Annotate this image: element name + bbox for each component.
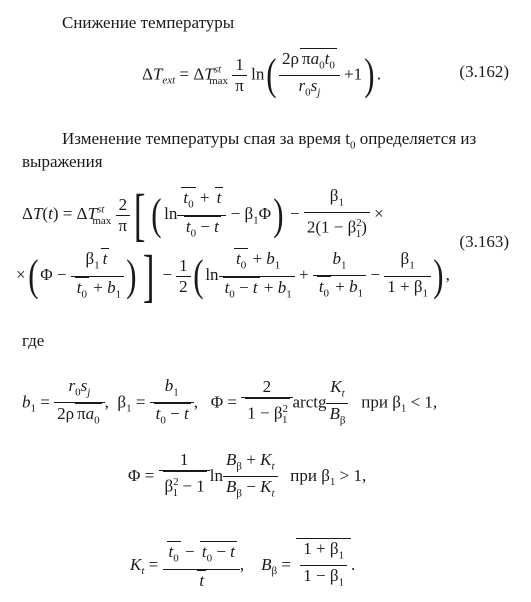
equation-number-3-162: (3.162) bbox=[459, 62, 509, 81]
paragraph-where: где bbox=[22, 331, 45, 350]
paragraph-intro: Снижение температуры bbox=[62, 13, 235, 32]
equation-3-163-line2: ×( Φ − $\frac{\beta_1 t}{t_0 + b_1}$ ) ] − $\frac{1}{2}$ ( ln $\frac{t_0 + b_1}{t_0 - t + b_1}$ + $\frac{b_1}{t_0 + b_1}$ − $\frac{\beta_1}{1 + \beta_1}$ ) , bbox=[16, 243, 450, 308]
equation-3-162: $\Delta T_{ext} = \Delta T^{st}_{max}$ $\frac{1}{\pi}$ ln( $\frac{2\rho \pi a_0t_0}{r_0s_j}$ +1) . bbox=[142, 49, 382, 100]
equation-number-3-163: (3.163) bbox=[459, 232, 509, 251]
paragraph-change-cont: выражения bbox=[22, 152, 103, 171]
definitions-line3: $K_t$ = $\frac{t_0 - t_0 - t}{t}$ , $B_\beta$ = $\frac{1 + \beta_1}{1 - \beta_1}$ . bbox=[130, 538, 355, 593]
equation-3-163-line1: $\Delta T(t) = \Delta T^{st}_{max}$ $\frac{2}{\pi}$ [ ( ln $\frac{t_0 + t}{t_0 - t}$ − $\beta_1\Phi$) − $\frac{\beta_1}{2(1 - \beta^2_1)}$ × bbox=[22, 182, 384, 248]
paragraph-change: Изменение температуры спая за время $t_0$ определяется из bbox=[62, 129, 477, 152]
definitions-line1: $b_1$ = $\frac{r_0s_j}{2\rho \pi a_0}$ , $\beta_1$ = $\frac{b_1}{t_0 - t}$ , Φ = $\frac{2}{1 - \beta^2_1}$ arctg $\frac{K_t}{B_\beta}$ при $\beta_1 < 1$, bbox=[22, 376, 437, 431]
definitions-line2: Φ = $\frac{1}{\beta^2_1 - 1}$ ln $\frac{B_\beta + K_t}{B_\beta - K_t}$ при $\beta_1 > 1$, bbox=[128, 450, 366, 504]
